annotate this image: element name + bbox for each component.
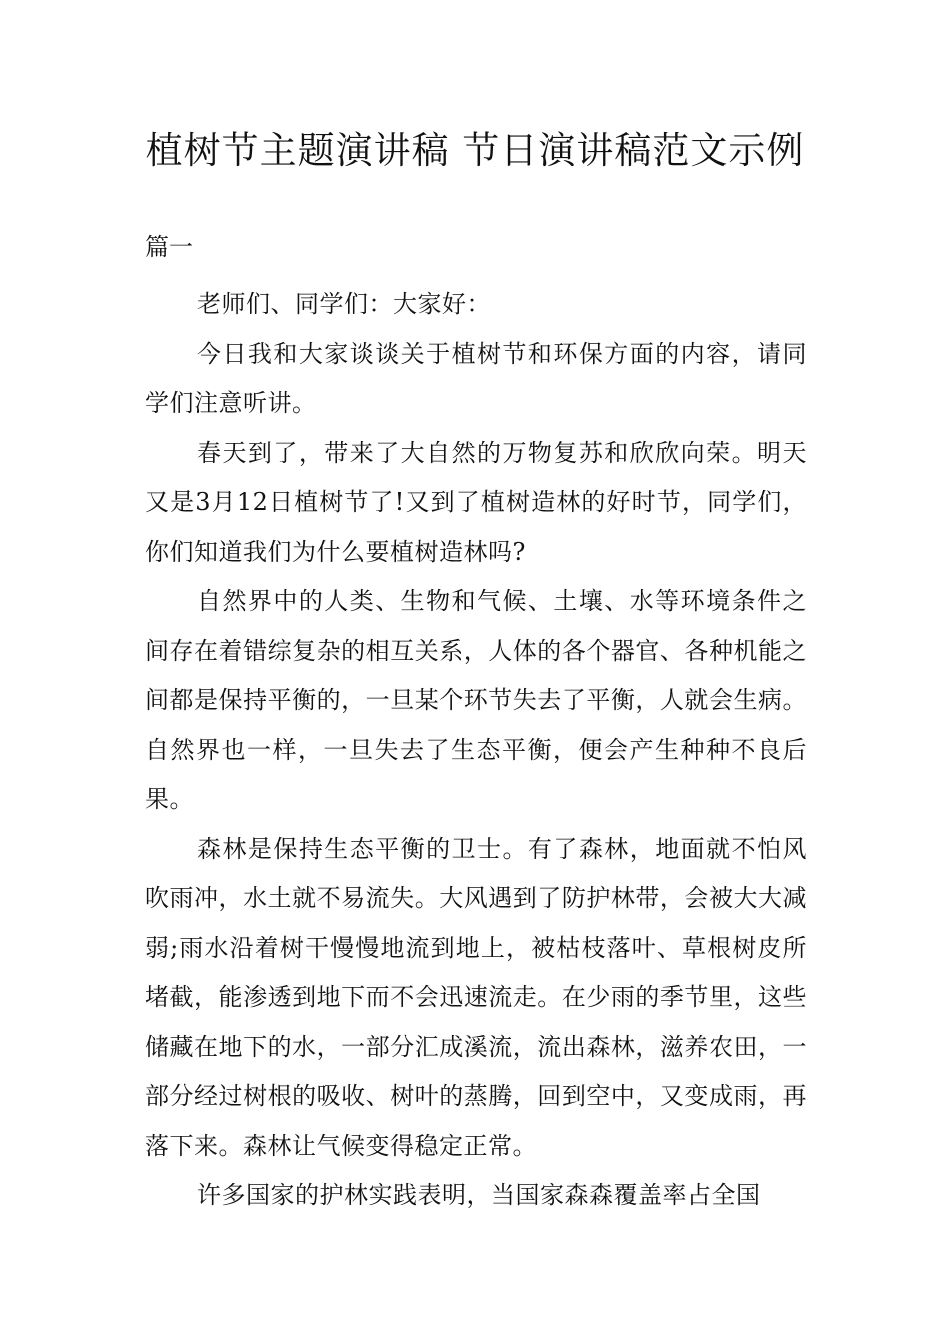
paragraph: 今日我和大家谈谈关于植树节和环保方面的内容，请同学们注意听讲。 (145, 339, 807, 417)
document-body (145, 280, 807, 1221)
paragraph: 森林是保持生态平衡的卫士。有了森林，地面就不怕风吹雨冲，水土就不易流失。大风遇到了防护林带，会被大大减弱;雨水沿着树干慢慢地流到地上，被枯枝落叶、草根树皮所堵截，能渗透到地下而不会迅速流走。在少雨的季节里，这些储藏在地下的水，一部分汇成溪流，流出森林，滋养农田，一部分经过树根的吸收、树叶的蒸腾，回到空中，又变成雨，再落下来。森林让气候变得稳定正常。 (145, 834, 807, 1160)
paragraph: 自然界中的人类、生物和气候、土壤、水等环境条件之间存在着错综复杂的相互关系，人体的各个器官、各种机能之间都是保持平衡的，一旦某个环节失去了平衡，人就会生病。自然界也一样，一旦失去了生态平衡，便会产生种种不良后果。 (145, 587, 807, 813)
paragraph-greeting: 老师们、同学们：大家好： (197, 290, 491, 318)
section-label: 篇一 (145, 233, 193, 261)
paragraph: 许多国家的护林实践表明，当国家森森覆盖率占全国 (197, 1181, 761, 1209)
paragraph: 春天到了，带来了大自然的万物复苏和欣欣向荣。明天又是3月12日植树节了!又到了植树造林的好时节，同学们，你们知道我们为什么要植树造林吗? (145, 438, 807, 566)
document-title: 植树节主题演讲稿 节日演讲稿范文示例 (145, 129, 805, 172)
